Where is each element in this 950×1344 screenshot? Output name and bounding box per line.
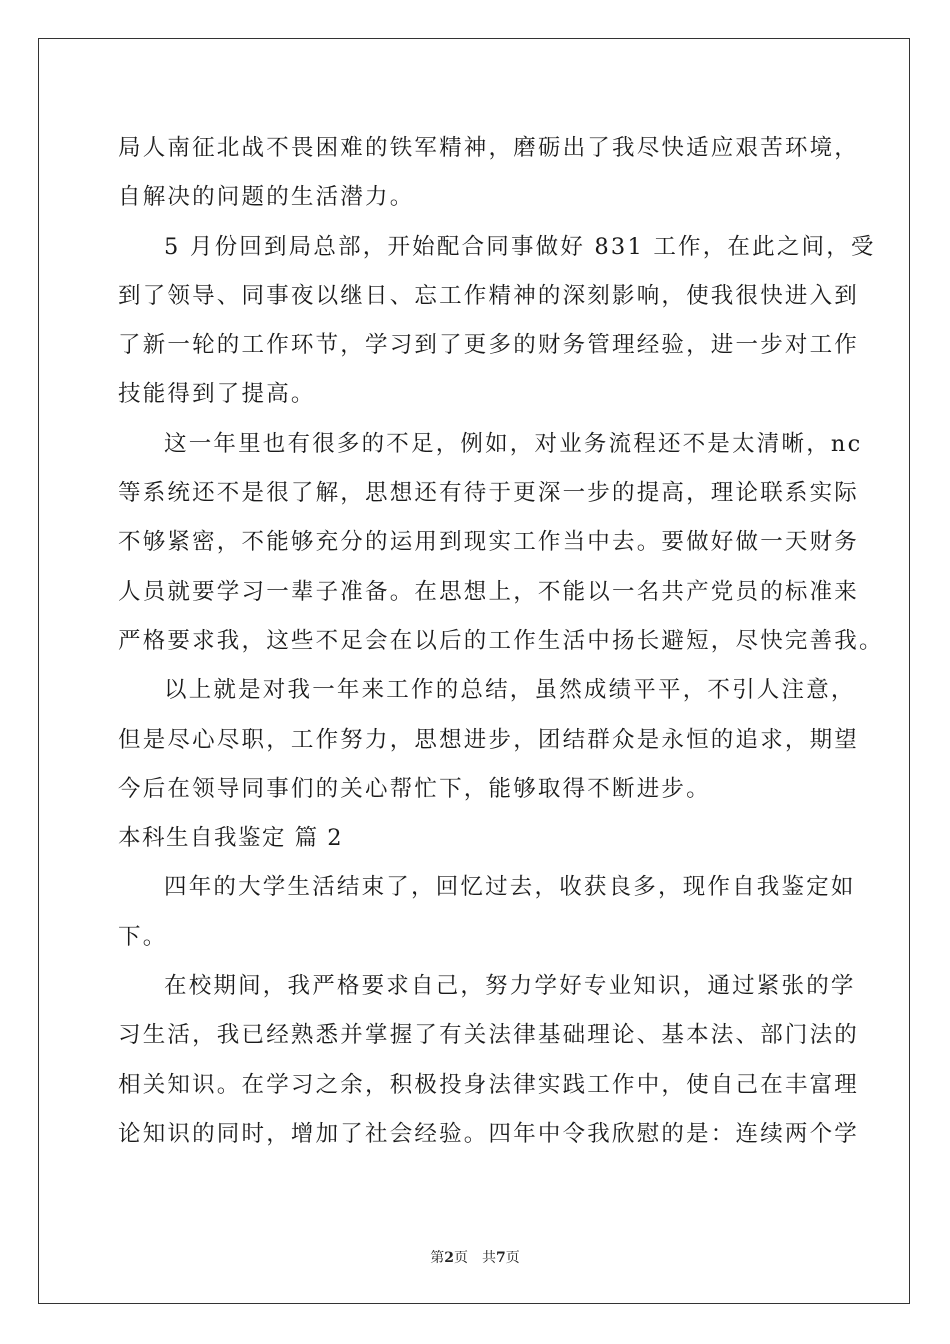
text-line: 这一年里也有很多的不足，例如，对业务流程还不是太清晰，nc <box>164 430 863 457</box>
page-total-label: 共7页 <box>482 1250 520 1266</box>
section-heading: 本科生自我鉴定 篇 2 <box>118 825 344 852</box>
text-line: 了新一轮的工作环节，学习到了更多的财务管理经验，进一步对工作 <box>118 332 860 359</box>
text-line: 但是尽心尽职，工作努力，思想进步，团结群众是永恒的追求，期望 <box>118 726 860 753</box>
text-line: 相关知识。在学习之余，积极投身法律实践工作中，使自己在丰富理 <box>118 1071 860 1098</box>
text-line: 以上就是对我一年来工作的总结，虽然成绩平平，不引人注意， <box>164 677 856 704</box>
text-line: 到了领导、同事夜以继日、忘工作精神的深刻影响，使我很快进入到 <box>118 282 860 309</box>
text-line: 局人南征北战不畏困难的铁军精神，磨砺出了我尽快适应艰苦环境， <box>118 135 860 161</box>
page-footer <box>0 1247 950 1267</box>
text-line: 四年的大学生活结束了，回忆过去，收获良多，现作自我鉴定如 <box>164 874 856 901</box>
page-number-label: 第2页 <box>430 1250 468 1266</box>
text-line: 等系统还不是很了解，思想还有待于更深一步的提高，理论联系实际 <box>118 480 860 507</box>
document-body <box>118 124 884 1159</box>
text-line: 5 月份回到局总部，开始配合同事做好 831 工作，在此之间，受 <box>164 233 876 260</box>
text-line: 技能得到了提高。 <box>118 381 316 408</box>
text-line: 在校期间，我严格要求自己，努力学好专业知识，通过紧张的学 <box>164 973 856 1000</box>
text-line: 今后在领导同事们的关心帮忙下，能够取得不断进步。 <box>118 775 711 802</box>
text-line: 论知识的同时，增加了社会经验。四年中令我欣慰的是：连续两个学 <box>118 1120 860 1147</box>
text-line: 下。 <box>118 923 168 950</box>
text-line: 习生活，我已经熟悉并掌握了有关法律基础理论、基本法、部门法的 <box>118 1022 860 1049</box>
text-line: 严格要求我，这些不足会在以后的工作生活中扬长避短，尽快完善我。 <box>118 627 884 654</box>
text-line: 自解决的问题的生活潜力。 <box>118 184 415 211</box>
text-line: 人员就要学习一辈子准备。在思想上，不能以一名共产党员的标准来 <box>118 578 860 605</box>
text-line: 不够紧密，不能够充分的运用到现实工作当中去。要做好做一天财务 <box>118 529 860 556</box>
